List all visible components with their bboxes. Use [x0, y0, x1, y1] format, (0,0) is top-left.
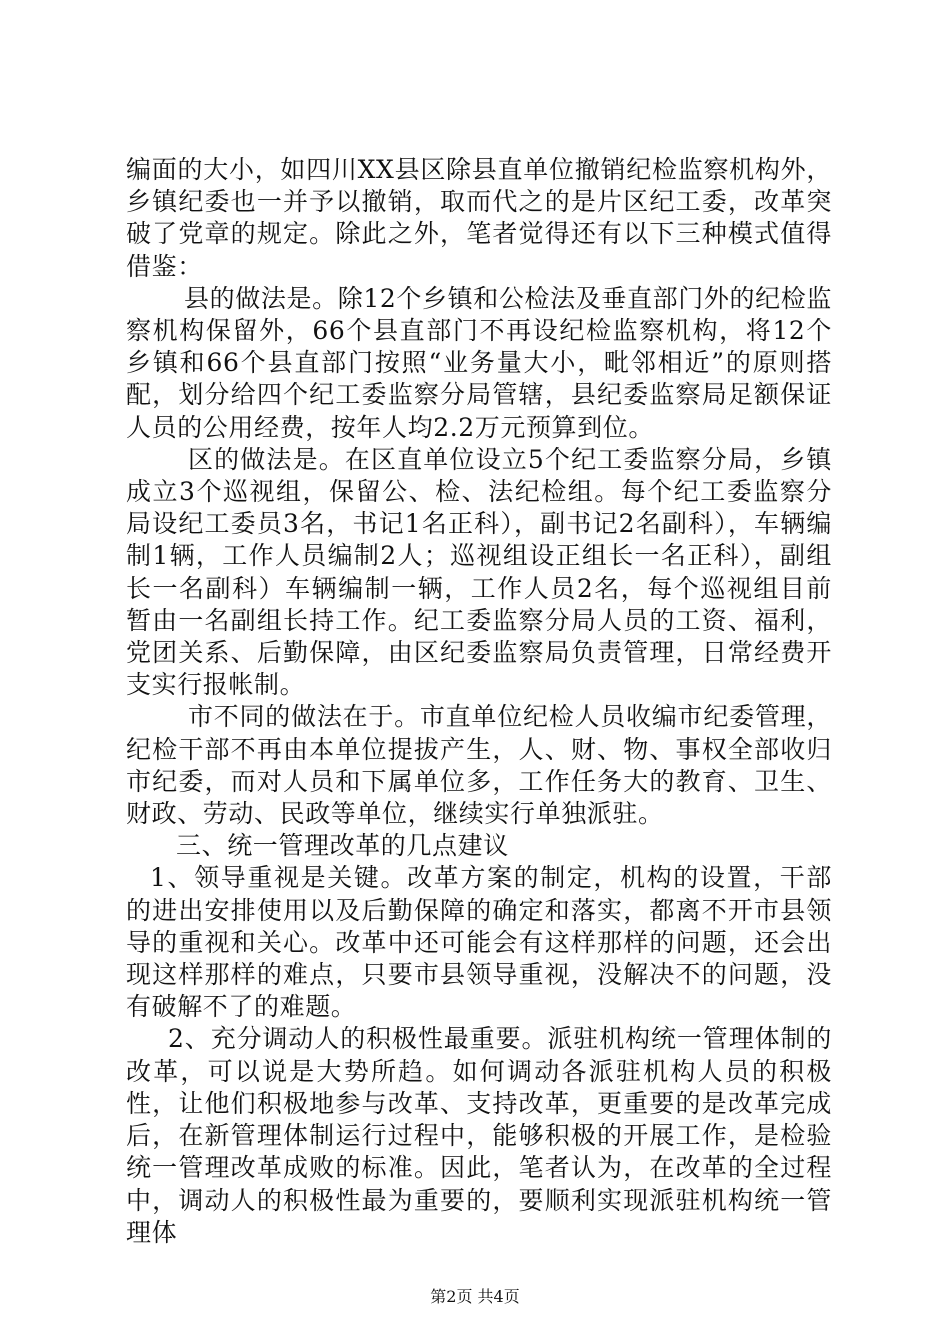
- paragraph-city-model: 市不同的做法在于。市直单位纪检人员收编市纪委管理，纪检干部不再由本单位提拔产生，人、财、物、事权全部收归市纪委，而对人员和下属单位多，工作任务大的教育、卫生、财政、劳动、民政等单位，继续实行单独派驻。: [126, 702, 832, 829]
- paragraph-county-model: 县的做法是。除12个乡镇和公检法及垂直部门外的纪检监察机构保留外，66个县直部门不再设纪检监察机构，将12个乡镇和66个县直部门按照“业务量大小，毗邻相近”的原则搭配，划分给四个纪工委监察分局管辖，县纪委监察局足额保证人员的公用经费，按年人均2.2万元预算到位。: [126, 283, 832, 442]
- paragraph-intro: 编面的大小，如四川XX县区除县直单位撤销纪检监察机构外，乡镇纪委也一并予以撤销，取而代之的是片区纪工委，改革突破了党章的规定。除此之外，笔者觉得还有以下三种模式值得借鉴：: [126, 155, 832, 281]
- section-heading-suggestions: 三、统一管理改革的几点建议: [176, 831, 509, 861]
- paragraph-suggestion-2: 2、充分调动人的积极性最重要。派驻机构统一管理体制的改革，可以说是大势所趋。如何调动各派驻机构人员的积极性，让他们积极地参与改革、支持改革，更重要的是改革完成后，在新管理体制运行过程中，能够积极的开展工作，是检验统一管理改革成败的标准。因此，笔者认为，在改革的全过程中，调动人的积极性最为重要的，要顺利实现派驻机构统一管理体: [126, 1024, 832, 1247]
- paragraph-district-model: 区的做法是。在区直单位设立5个纪工委监察分局，乡镇成立3个巡视组，保留公、检、法纪检组。每个纪工委监察分局设纪工委员3名，书记1名正科），副书记2名副科），车辆编制1辆，工作人员编制2人；巡视组设正组长一名正科），副组长一名副科）车辆编制一辆，工作人员2名，每个巡视组目前暂由一名副组长持工作。纪工委监察分局人员的工资、福利，党团关系、后勤保障，由区纪委监察局负责管理，日常经费开支实行报帐制。: [126, 444, 832, 700]
- page-footer: 第2页 共4页: [430, 1287, 520, 1306]
- document-body: [126, 154, 832, 1249]
- paragraph-suggestion-1: 1、领导重视是关键。改革方案的制定，机构的设置，干部的进出安排使用以及后勤保障的确定和落实，都离不开市县领导的重视和关心。改革中还可能会有这样那样的问题，还会出现这样那样的难点，只要市县领导重视，没解决不的问题，没有破解不了的难题。: [126, 863, 832, 1022]
